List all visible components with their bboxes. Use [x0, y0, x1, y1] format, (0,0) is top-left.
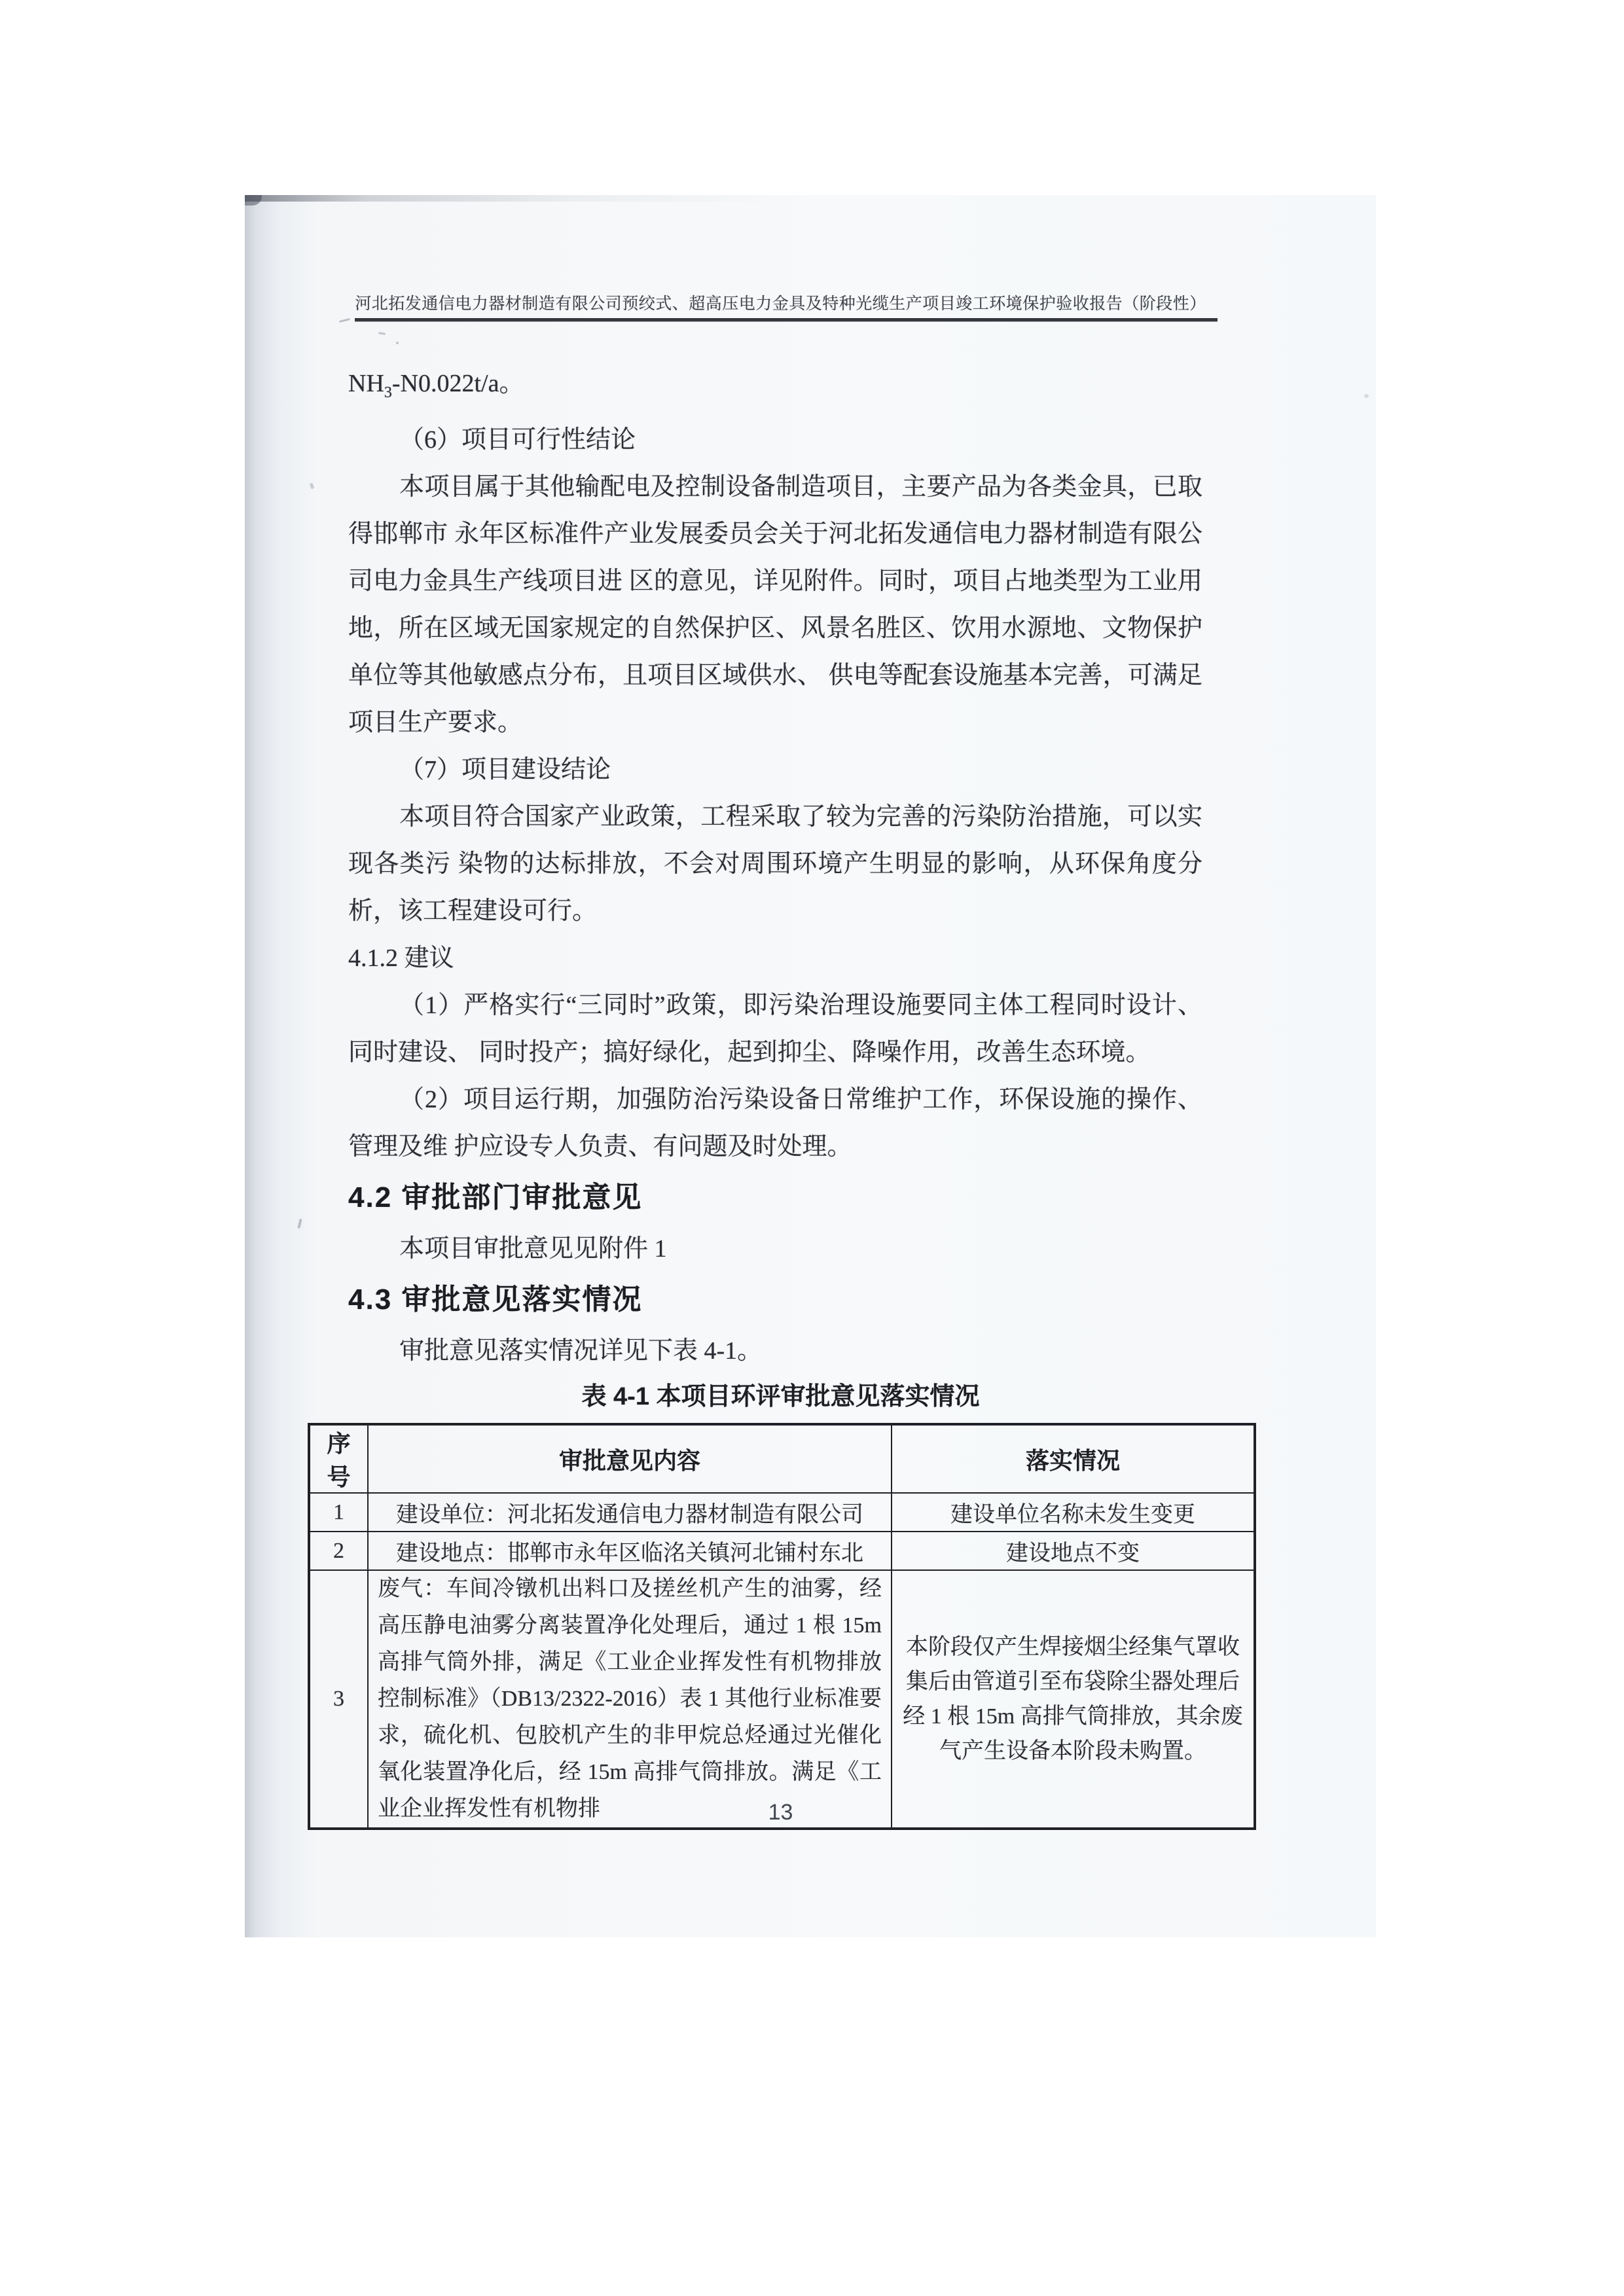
page-content: [308, 360, 1254, 1830]
paragraph-feasibility-heading: （6）项目可行性结论: [399, 426, 636, 454]
paragraph-suggestion-1: （1）严格实行“三同时”政策，即污染治理设施要同主体工程同时设计、同时建设、 同时投产；搞好绿化，起到抑尘、降噪作用，改善生态环境。: [348, 992, 1202, 1066]
paragraph-feasibility-body: 本项目属于其他输配电及控制设备制造项目，主要产品为各类金具，已取得邯郸市 永年区标准件产业发展委员会关于河北拓发通信电力器材制造有限公司电力金具生产线项目进 区的意见，详见附件。同时，项目占地类型为工业用地，所在区域无国家规定的自然保护区、风景名胜区、饮用水源地、文物保护单位等其他敏感点分布，且项目区域供水、 供电等配套设施基本完善，可满足项目生产要求。: [348, 473, 1202, 736]
paragraph-4-2-body: 本项目审批意见见附件 1: [399, 1235, 667, 1263]
section-heading-4-2: 4.2 审批部门审批意见: [348, 1181, 643, 1213]
row2-no: 2: [309, 1532, 368, 1570]
paragraph-construction-body: 本项目符合国家产业政策，工程采取了较为完善的污染防治措施，可以实现各类污 染物的达标排放，不会对周围环境产生明显的影响，从环保角度分析，该工程建设可行。: [348, 803, 1202, 925]
scan-speck: [339, 318, 350, 323]
table-row: [309, 1570, 1255, 1829]
row1-no: 1: [309, 1493, 368, 1532]
row3-content: 废气：车间冷镦机出料口及搓丝机产生的油雾，经高压静电油雾分离装置净化处理后，通过 1 根 15m 高排气筒外排，满足《工业企业挥发性有机物排放控制标准》（DB13/2322-2016）表 1 其他行业标准要求，硫化机、包胶机产生的非甲烷总烃通过光催化氧化装置净化后，经 15m 高排气筒排放。满足《工业企业挥发性有机物排: [368, 1570, 892, 1829]
paragraph-construction-heading: （7）项目建设结论: [399, 756, 611, 783]
nh3-suffix: -N0.022t/a。: [391, 370, 524, 397]
nh3-subscript: 3: [384, 384, 392, 401]
row1-status: 建设单位名称未发生变更: [892, 1493, 1255, 1532]
table-row: [309, 1493, 1255, 1532]
section-heading-4-3: 4.3 审批意见落实情况: [348, 1283, 643, 1316]
scan-speck: [396, 342, 399, 344]
table-title: 表 4-1 本项目环评审批意见落实情况: [581, 1383, 980, 1410]
table-header-row: [309, 1424, 1255, 1493]
paragraph-nh3: [348, 360, 1202, 416]
scanned-page: [245, 195, 1376, 1937]
paragraph-412-suggestions-heading: 4.1.2 建议: [348, 944, 454, 972]
running-header-title: 河北拓发通信电力器材制造有限公司预绞式、超高压电力金具及特种光缆生产项目竣工环境保护验收报告（阶段性）: [355, 295, 1206, 313]
column-header-no: 序号: [309, 1424, 368, 1493]
scan-speck: [297, 1219, 302, 1229]
scan-speck: [378, 332, 386, 335]
row2-content: 建设地点：邯郸市永年区临洺关镇河北铺村东北: [368, 1532, 892, 1570]
row1-content: 建设单位：河北拓发通信电力器材制造有限公司: [368, 1493, 892, 1532]
paragraph-suggestion-2: （2）项目运行期，加强防治污染设备日常维护工作，环保设施的操作、管理及维 护应设专人负责、有问题及时处理。: [348, 1086, 1202, 1160]
header-rule: [355, 318, 1218, 321]
paragraph-4-3-body: 审批意见落实情况详见下表 4-1。: [399, 1337, 763, 1365]
row2-status: 建设地点不变: [892, 1532, 1255, 1570]
page-number: 13: [768, 1800, 793, 1825]
row3-no: 3: [309, 1570, 368, 1829]
column-header-content: 审批意见内容: [368, 1424, 892, 1493]
scan-speck: [1364, 394, 1369, 398]
nh3-prefix: NH: [348, 370, 384, 397]
row3-status: 本阶段仅产生焊接烟尘经集气罩收集后由管道引至布袋除尘器处理后经 1 根 15m 高排气筒排放，其余废气产生设备本阶段未购置。: [892, 1570, 1255, 1829]
column-header-status: 落实情况: [892, 1424, 1255, 1493]
approval-implementation-table: [308, 1423, 1256, 1830]
table-row: [309, 1532, 1255, 1570]
